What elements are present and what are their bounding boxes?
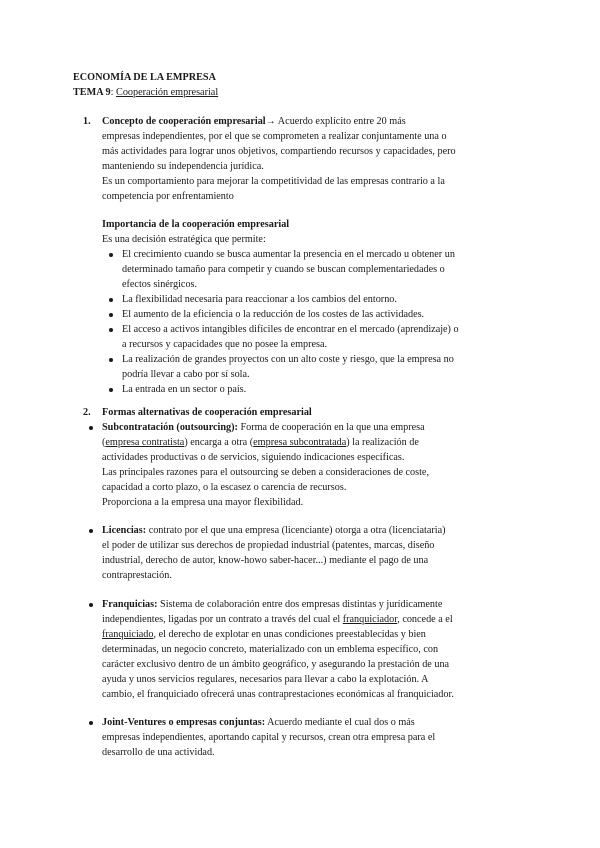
franquicias-text: , el derecho de explotar en unas condiciones preestablecidas y bien bbox=[153, 629, 426, 640]
section-1-line: empresas independientes, por el que se comprometen a realizar conjuntamente una o bbox=[102, 131, 447, 142]
joint-ventures-text: Acuerdo mediante el cual dos o más bbox=[265, 717, 415, 728]
joint-ventures-line: empresas independientes, aportando capital y recursos, crean otra empresa para el bbox=[102, 732, 436, 743]
list-item-line: podría llevar a cabo por sí sola. bbox=[122, 369, 250, 380]
subcontratacion-text: Forma de cooperación en la que una empresa bbox=[237, 422, 425, 433]
franquicias-line: ayuda y unos servicios regulares, necesarios para llevar a cabo la explotación. A bbox=[102, 674, 429, 685]
subcontratacion-line bbox=[102, 435, 419, 450]
section-1-number-text: 1. bbox=[83, 116, 91, 127]
section-1-title: Concepto de cooperación empresarial bbox=[102, 116, 266, 127]
bullet-icon bbox=[89, 603, 93, 607]
importance-heading bbox=[102, 217, 289, 232]
topic-separator: : bbox=[110, 87, 117, 98]
section-2-title: Formas alternativas de cooperación empresarial bbox=[102, 407, 312, 418]
paren-open: ( bbox=[102, 437, 106, 448]
franquiciado: franquiciado bbox=[102, 629, 154, 640]
topic-heading bbox=[73, 85, 218, 100]
franquicias-text: independientes, ligadas por un contrato a través del cual el bbox=[102, 614, 343, 625]
licencias-line: contraprestación. bbox=[102, 570, 172, 581]
franquicias-line bbox=[102, 597, 442, 612]
list-item-line: El crecimiento cuando se busca aumentar la presencia en el mercado u obtener un bbox=[122, 249, 455, 260]
bullet-icon bbox=[109, 298, 113, 302]
list-item-line: efectos sinérgicos. bbox=[122, 279, 198, 290]
licencias-line: industrial, derecho de autor, know-howo saber-hacer...) mediante el pago de una bbox=[102, 555, 429, 566]
bullet-icon bbox=[89, 721, 93, 725]
franquicias-line: carácter exclusivo dentro de un ámbito geográfico, y asegurando la prestación de una bbox=[102, 659, 450, 670]
subcontratacion-text: ) encarga a otra ( bbox=[184, 437, 254, 448]
list-item-line: La flexibilidad necesaria para reaccionar a los cambios del entorno. bbox=[122, 294, 397, 305]
empresa-contratista: empresa contratista bbox=[105, 437, 185, 448]
joint-ventures-line: desarrollo de una actividad. bbox=[102, 747, 215, 758]
empresa-subcontratada: empresa subcontratada bbox=[253, 437, 347, 448]
subcontratacion-line: actividades productivas o de servicios, siguiendo indicaciones específicas. bbox=[102, 452, 405, 463]
bullet-icon bbox=[109, 388, 113, 392]
franquicias-text: , concede a el bbox=[397, 614, 453, 625]
franquicias-line: cambio, el franquiciado ofrecerá unas contraprestaciones económicas al franquiciador. bbox=[102, 689, 454, 700]
course-title-text: ECONOMÍA DE LA EMPRESA bbox=[73, 72, 216, 83]
franquicias-line: determinadas, un negocio concreto, materializado con un emblema específico, con bbox=[102, 644, 439, 655]
section-1-line: más actividades para lograr unos objetivos, compartiendo recursos y capacidades, pero bbox=[102, 146, 456, 157]
section-2-number-text: 2. bbox=[83, 407, 91, 418]
licencias-line: el poder de utilizar sus derechos de propiedad industrial (patentes, marcas, diseño bbox=[102, 540, 435, 551]
course-title bbox=[73, 70, 216, 85]
section-1-line: Es un comportamiento para mejorar la competitividad de las empresas contrario a la bbox=[102, 176, 445, 187]
section-1-number bbox=[83, 114, 91, 129]
subcontratacion-text: ) la realización de bbox=[346, 437, 419, 448]
list-item-line: La realización de grandes proyectos con un alto coste y riesgo, que la empresa no bbox=[122, 354, 454, 365]
subcontratacion-term: Subcontratación (outsourcing): bbox=[102, 422, 238, 433]
franquicias-term: Franquicias: bbox=[102, 599, 158, 610]
bullet-icon bbox=[109, 358, 113, 362]
franquicias-text: Sistema de colaboración entre dos empresas distintas y jurídicamente bbox=[157, 599, 443, 610]
licencias-term: Licencias: bbox=[102, 525, 147, 536]
list-item-line: El acceso a activos intangibles difíciles de encontrar en el mercado (aprendizaje) o bbox=[122, 324, 459, 335]
bullet-icon bbox=[89, 426, 93, 430]
subcontratacion-line: Proporciona a la empresa una mayor flexibilidad. bbox=[102, 497, 304, 508]
arrow-icon: → bbox=[265, 116, 276, 127]
section-1-line: competencia por enfrentamiento bbox=[102, 191, 234, 202]
subcontratacion-line: capacidad a corto plazo, o la escasez o carencia de recursos. bbox=[102, 482, 347, 493]
franquicias-line bbox=[102, 627, 426, 642]
list-item-line: El aumento de la eficiencia o la reducción de los costes de las actividades. bbox=[122, 309, 425, 320]
bullet-icon bbox=[109, 313, 113, 317]
section-1-line: manteniendo su independencia jurídica. bbox=[102, 161, 264, 172]
section-1-first-line bbox=[102, 114, 406, 129]
franquiciador: franquiciador bbox=[342, 614, 398, 625]
list-item-line: a recursos y capacidades que no posee la empresa. bbox=[122, 339, 328, 350]
importance-intro: Es una decisión estratégica que permite: bbox=[102, 234, 266, 245]
licencias-text: contrato por el que una empresa (licenciante) otorga a otra (licenciataria) bbox=[146, 525, 446, 536]
section-1-text: Acuerdo explícito entre 20 más bbox=[275, 116, 406, 127]
subcontratacion-line bbox=[102, 420, 425, 435]
bullet-icon bbox=[109, 253, 113, 257]
joint-ventures-line bbox=[102, 715, 415, 730]
bullet-icon bbox=[109, 328, 113, 332]
joint-ventures-term: Joint-Ventures o empresas conjuntas: bbox=[102, 717, 266, 728]
importance-title: Importancia de la cooperación empresarial bbox=[102, 219, 290, 230]
section-2-heading bbox=[102, 405, 312, 420]
section-2-number bbox=[83, 405, 91, 420]
licencias-line bbox=[102, 523, 445, 538]
list-item-line: La entrada en un sector o país. bbox=[122, 384, 247, 395]
franquicias-line bbox=[102, 612, 453, 627]
list-item-line: determinado tamaño para competir y cuando se buscan complementariedades o bbox=[122, 264, 445, 275]
subcontratacion-line: Las principales razones para el outsourcing se deben a consideraciones de coste, bbox=[102, 467, 429, 478]
topic-label: TEMA 9 bbox=[73, 87, 111, 98]
topic-name: Cooperación empresarial bbox=[116, 87, 219, 98]
bullet-icon bbox=[89, 529, 93, 533]
